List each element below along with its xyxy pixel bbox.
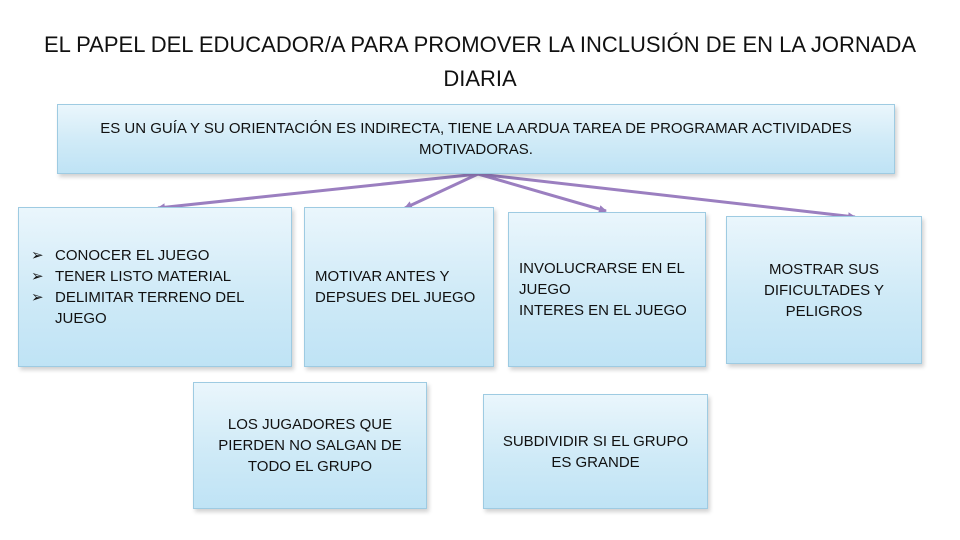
bullet-item <box>27 266 281 287</box>
subdividir-box-text: SUBDIVIDIR SI EL GRUPO ES GRANDE <box>502 432 689 471</box>
motivar-box <box>304 207 494 367</box>
involucrarse-box-text: INVOLUCRARSE EN EL JUEGO INTERES EN EL JUEGO <box>519 260 687 319</box>
mostrar-box <box>726 216 922 364</box>
root-box-text: ES UN GUÍA Y SU ORIENTACIÓN ES INDIRECTA, TIENE LA ARDUA TAREA DE PROGRAMAR ACTIVIDADES MOTIVADORAS. <box>100 120 852 158</box>
mostrar-box-text: MOSTRAR SUS DIFICULTADES Y PELIGROS <box>763 260 885 320</box>
connector-arrow-involucrarse <box>478 174 606 211</box>
connector-arrow-bullet-box <box>158 174 478 208</box>
bullet-item <box>27 287 281 329</box>
arrow-bullet-icon: ➢ <box>31 268 44 285</box>
bullet-item-text: DELIMITAR TERRENO DEL JUEGO <box>55 289 244 327</box>
jugadores-box-text: LOS JUGADORES QUE PIERDEN NO SALGAN DE TODO EL GRUPO <box>218 416 402 475</box>
arrow-bullet-icon: ➢ <box>31 289 44 306</box>
bullet-item-text: CONOCER EL JUEGO <box>55 247 210 264</box>
bullet-item <box>27 245 281 266</box>
jugadores-box <box>193 382 427 509</box>
subdividir-box <box>483 394 708 509</box>
motivar-box-text: MOTIVAR ANTES Y DEPSUES DEL JUEGO <box>315 268 476 306</box>
bullet-item-text: TENER LISTO MATERIAL <box>55 268 232 285</box>
bullet-box <box>18 207 292 367</box>
bullet-list <box>27 245 281 329</box>
arrow-bullet-icon: ➢ <box>31 247 44 264</box>
page-title: EL PAPEL DEL EDUCADOR/A PARA PROMOVER LA INCLUSIÓN DE EN LA JORNADA DIARIA <box>43 32 917 91</box>
connector-arrow-mostrar <box>478 174 855 217</box>
involucrarse-box <box>508 212 706 367</box>
root-box <box>57 104 895 174</box>
